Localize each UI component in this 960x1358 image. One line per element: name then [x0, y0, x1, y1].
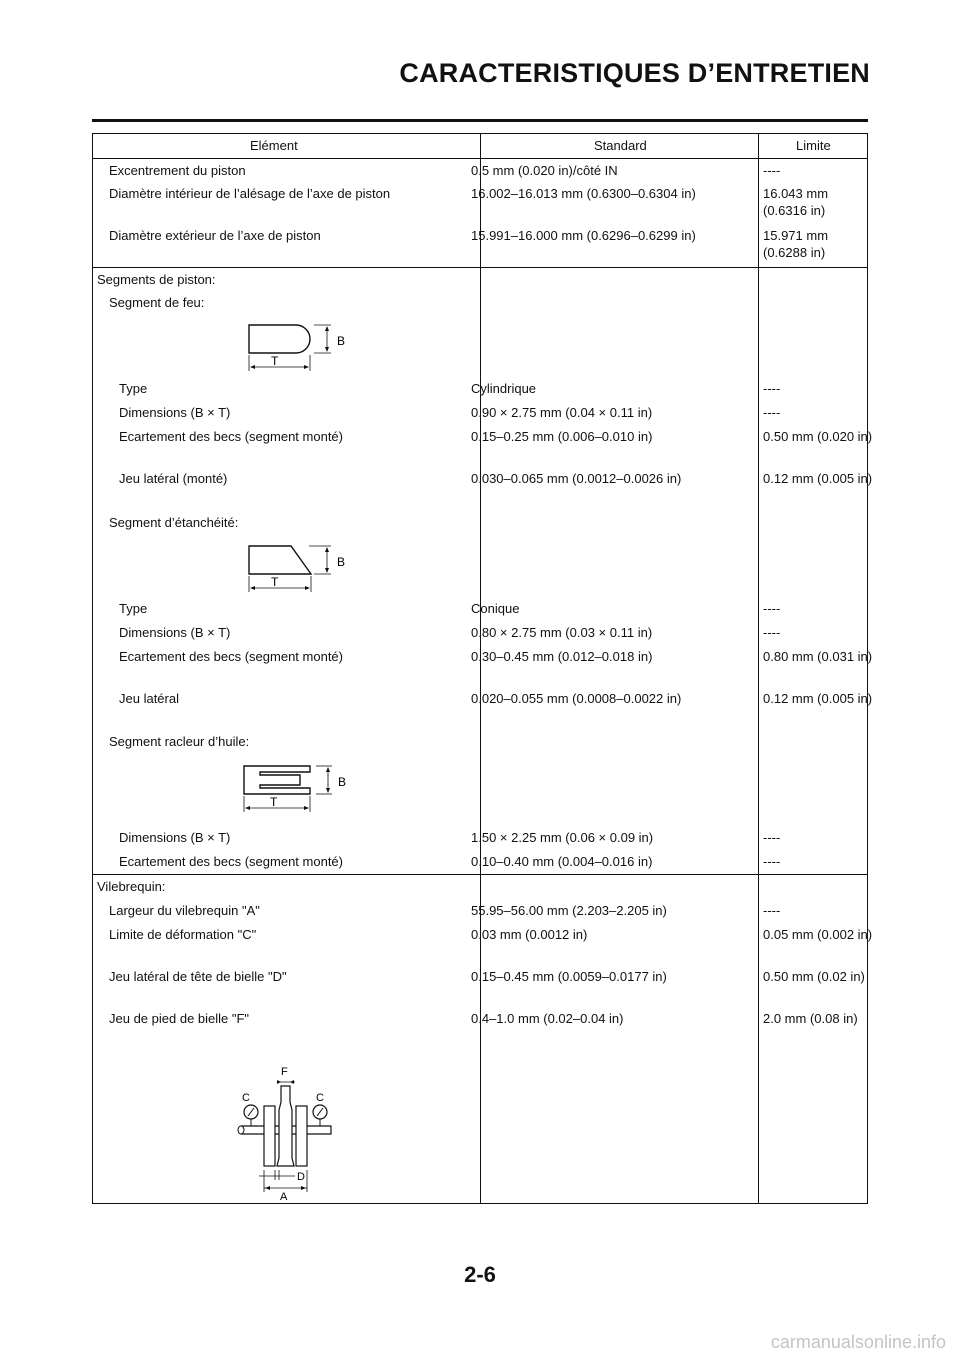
- row-element: Limite de déformation "C": [109, 927, 257, 942]
- sub-heading: Segment d’étanchéité:: [109, 515, 239, 530]
- row-element: Ecartement des becs (segment monté): [119, 649, 343, 664]
- row-limit: 0.12 mm (0.005 in): [763, 471, 873, 486]
- row-element: Jeu latéral: [119, 691, 179, 706]
- row-standard: Cylindrique: [471, 381, 537, 396]
- row-standard: 0.03 mm (0.0012 in): [471, 927, 588, 942]
- row-element: Type: [119, 381, 148, 396]
- row-limit: 0.12 mm (0.005 in): [763, 691, 873, 706]
- section-divider: [93, 267, 867, 268]
- header-divider: [93, 158, 867, 159]
- header-element: Elément: [250, 138, 298, 153]
- row-element: Jeu latéral (monté): [119, 471, 228, 486]
- row-element: Largeur du vilebrequin "A": [109, 903, 260, 918]
- page-title: CARACTERISTIQUES D’ENTRETIEN: [399, 58, 870, 88]
- section-divider: [93, 874, 867, 875]
- row-limit: ----: [763, 163, 781, 178]
- row-standard: 0.10–0.40 mm (0.004–0.016 in): [471, 854, 653, 869]
- section-heading: Segments de piston:: [97, 272, 216, 287]
- row-element: Diamètre intérieur de l’alésage de l’axe de piston: [109, 186, 391, 201]
- sub-heading: Segment racleur d’huile:: [109, 734, 250, 749]
- row-standard: 16.002–16.013 mm (0.6300–0.6304 in): [471, 186, 696, 201]
- row-element: Jeu de pied de bielle "F": [109, 1011, 250, 1026]
- row-element: Excentrement du piston: [109, 163, 246, 178]
- top-ring-diagram: [241, 319, 361, 375]
- row-standard: 0.80 × 2.75 mm (0.03 × 0.11 in): [471, 625, 653, 640]
- row-limit: 0.50 mm (0.020 in): [763, 429, 873, 444]
- row-standard: 0.90 × 2.75 mm (0.04 × 0.11 in): [471, 405, 653, 420]
- row-standard: 0.4–1.0 mm (0.02–0.04 in): [471, 1011, 624, 1026]
- b-label: B: [337, 334, 346, 348]
- row-limit: 2.0 mm (0.08 in): [763, 1011, 858, 1026]
- row-standard: 0.30–0.45 mm (0.012–0.018 in): [471, 649, 653, 664]
- c-label-right: C: [316, 1092, 324, 1104]
- t-label: T: [271, 354, 279, 368]
- c-label-left: C: [242, 1092, 250, 1104]
- row-limit: 0.50 mm (0.02 in): [763, 969, 865, 984]
- d-label: D: [297, 1171, 305, 1183]
- row-standard: 0.5 mm (0.020 in)/côté IN: [471, 163, 618, 178]
- a-label: A: [280, 1191, 288, 1202]
- row-limit: 16.043 mm (0.6316 in): [763, 186, 829, 218]
- row-limit: 15.971 mm (0.6288 in): [763, 228, 829, 260]
- crankshaft-diagram: [231, 1062, 341, 1202]
- row-element: Diamètre extérieur de l’axe de piston: [109, 228, 321, 243]
- watermark: carmanualsonline.info: [770, 1332, 946, 1352]
- b-label: B: [338, 775, 347, 789]
- row-limit: ----: [763, 405, 781, 420]
- second-ring-diagram: [241, 540, 361, 596]
- row-limit: ----: [763, 854, 781, 869]
- row-limit: 0.80 mm (0.031 in): [763, 649, 873, 664]
- row-limit: ----: [763, 601, 781, 616]
- row-element: Dimensions (B × T): [119, 625, 231, 640]
- spec-table: [92, 133, 873, 1204]
- row-standard: 0.020–0.055 mm (0.0008–0.0022 in): [471, 691, 682, 706]
- row-standard: 55.95–56.00 mm (2.203–2.205 in): [471, 903, 667, 918]
- row-limit: ----: [763, 903, 781, 918]
- section-heading: Vilebrequin:: [97, 879, 166, 894]
- column-divider: [480, 134, 481, 1203]
- row-standard: 0.030–0.065 mm (0.0012–0.0026 in): [471, 471, 682, 486]
- column-divider: [758, 134, 759, 1203]
- row-element: Jeu latéral de tête de bielle "D": [109, 969, 287, 984]
- row-standard: 15.991–16.000 mm (0.6296–0.6299 in): [471, 228, 696, 243]
- row-standard: 0.15–0.25 mm (0.006–0.010 in): [471, 429, 653, 444]
- header-limit: Limite: [796, 138, 831, 153]
- row-limit: 0.05 mm (0.002 in): [763, 927, 873, 942]
- row-element: Dimensions (B × T): [119, 405, 231, 420]
- oil-ring-diagram: [238, 760, 363, 816]
- row-element: Ecartement des becs (segment monté): [119, 854, 343, 869]
- t-label: T: [270, 795, 278, 809]
- sub-heading: Segment de feu:: [109, 295, 205, 310]
- f-label: F: [281, 1066, 288, 1078]
- row-limit: ----: [763, 625, 781, 640]
- row-element: Ecartement des becs (segment monté): [119, 429, 343, 444]
- row-limit: ----: [763, 830, 781, 845]
- t-label: T: [271, 575, 279, 589]
- page-number: 2-6: [464, 1262, 496, 1287]
- row-standard: 1.50 × 2.25 mm (0.06 × 0.09 in): [471, 830, 654, 845]
- row-limit: ----: [763, 381, 781, 396]
- title-rule: [92, 119, 868, 122]
- row-standard: Conique: [471, 601, 520, 616]
- header-standard: Standard: [594, 138, 647, 153]
- row-element: Dimensions (B × T): [119, 830, 231, 845]
- b-label: B: [337, 555, 346, 569]
- row-standard: 0.15–0.45 mm (0.0059–0.0177 in): [471, 969, 667, 984]
- row-element: Type: [119, 601, 148, 616]
